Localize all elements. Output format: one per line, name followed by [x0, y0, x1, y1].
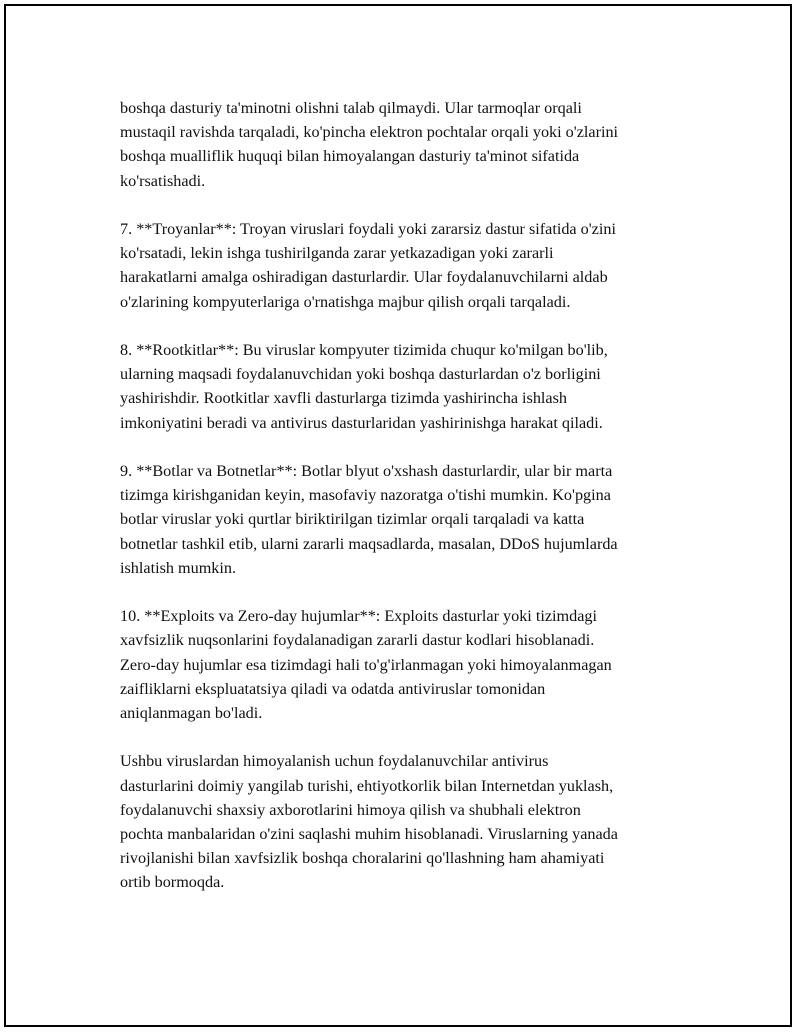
paragraph-bots-botnets: 9. **Botlar va Botnetlar**: Botlar blyut o'xshash dasturlardir, ular bir marta tizimga kirishganidan keyin, masofaviy nazoratga o'tishi mumkin. Ko'pgina botlar viruslar yoki qurtlar biriktirilgan tizimlar orqali tarqaladi va katta botnetlar tashkil etib, ularni zararli maqsadlarda, masalan, DDoS hujumlarda ishlatish mumkin.	[120, 462, 618, 577]
paragraph-rootkits: 8. **Rootkitlar**: Bu viruslar kompyuter tizimida chuqur ko'milgan bo'lib, ularning maqsadi foydalanuvchidan yoki boshqa dasturlardan o'z borligini yashirishdir. Rootkitlar xavfli dasturlarga tizimda yashirincha ishlash imkoniyatini beradi va antivirus dasturlaridan yashirinishga harakat qiladi.	[120, 341, 608, 432]
paragraph-exploits-zero-day: 10. **Exploits va Zero-day hujumlar**: Exploits dasturlar yoki tizimdagi xavfsizlik nuqsonlarini foydalanadigan zararli dastur kodlari hisoblanadi. Zero-day hujumlar esa tizimdagi hali to'g'irlanmagan yoki himoyalanmagan zaifliklarni ekspluatatsiya qiladi va odatda antiviruslar tomonidan aniqlanmagan bo'ladi.	[120, 607, 612, 723]
document-page	[4, 4, 792, 1027]
paragraph-worms-continued: boshqa dasturiy ta'minotni olishni talab qilmaydi. Ular tarmoqlar orqali mustaqil ravishda tarqaladi, ko'pincha elektron pochtalar orqali yoki o'zlarini boshqa mualliflik huquqi bilan himoyalangan dasturiy ta'minot sifatida ko'rsatishadi.	[120, 99, 619, 190]
paragraph-conclusion: Ushbu viruslardan himoyalanish uchun foydalanuvchilar antivirus dasturlarini doimiy yangilab turishi, ehtiyotkorlik bilan Internetdan yuklash, foydalanuvchi shaxsiy axborotlarini himoya qilish va shubhali elektron pochta manbalaridan o'zini saqlashi muhim hisoblanadi. Viruslarning yanada rivojlanishi bilan xavfsizlik boshqa choralarini qo'llashning ham ahamiyati ortib bormoqda.	[120, 752, 618, 892]
paragraph-trojans: 7. **Troyanlar**: Troyan viruslari foydali yoki zararsiz dastur sifatida o'zini ko'rsatadi, lekin ishga tushirilganda zarar yetkazadigan yoki zararli harakatlarni amalga oshiradigan dasturlardir. Ular foydalanuvchilarni aldab o'zlarining kompyuterlariga o'rnatishga majbur qilish orqali tarqaladi.	[120, 220, 616, 311]
document-body	[120, 96, 700, 919]
